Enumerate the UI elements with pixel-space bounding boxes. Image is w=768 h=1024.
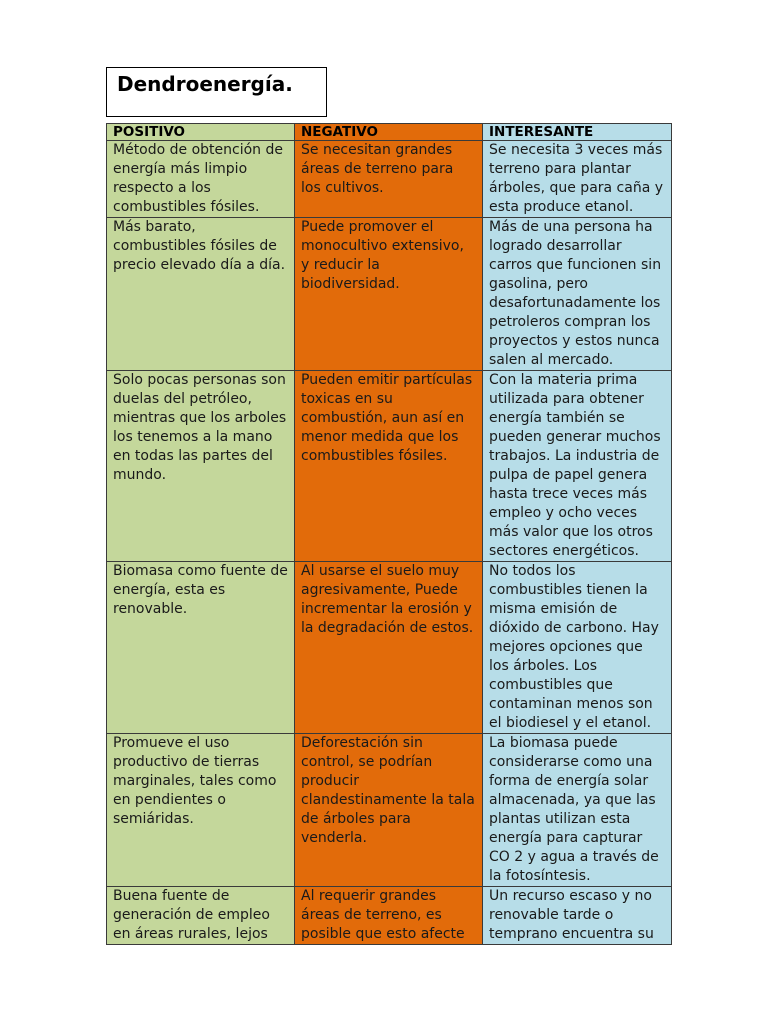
table-row bbox=[107, 887, 672, 945]
comparison-table bbox=[106, 123, 672, 945]
cell-positivo: Método de obtención de energía más limpio respecto a los combustibles fósiles. bbox=[107, 141, 295, 218]
cell-negativo: Puede promover el monocultivo extensivo, y reducir la biodiversidad. bbox=[295, 218, 483, 371]
cell-interesante: Un recurso escaso y no renovable tarde o temprano encuentra su bbox=[483, 887, 672, 945]
cell-interesante: No todos los combustibles tienen la misma emisión de dióxido de carbono. Hay mejores opciones que los árboles. Los combustibles que contaminan menos son el biodiesel y el etanol. bbox=[483, 562, 672, 734]
header-positivo: POSITIVO bbox=[107, 124, 295, 141]
cell-positivo: Promueve el uso productivo de tierras marginales, tales como en pendientes o semiáridas. bbox=[107, 734, 295, 887]
document-title: Dendroenergía. bbox=[106, 67, 327, 117]
cell-interesante: Con la materia prima utilizada para obtener energía también se pueden generar muchos trabajos. La industria de pulpa de papel genera hasta trece veces más empleo y ocho veces más valor que los otros sectores energéticos. bbox=[483, 371, 672, 562]
table-row bbox=[107, 218, 672, 371]
table-row bbox=[107, 141, 672, 218]
table-row bbox=[107, 371, 672, 562]
header-negativo: NEGATIVO bbox=[295, 124, 483, 141]
cell-positivo: Biomasa como fuente de energía, esta es renovable. bbox=[107, 562, 295, 734]
header-interesante: INTERESANTE bbox=[483, 124, 672, 141]
cell-positivo: Solo pocas personas son duelas del petróleo, mientras que los arboles los tenemos a la mano en todas las partes del mundo. bbox=[107, 371, 295, 562]
cell-positivo: Buena fuente de generación de empleo en áreas rurales, lejos bbox=[107, 887, 295, 945]
table-header-row bbox=[107, 124, 672, 141]
cell-interesante: Se necesita 3 veces más terreno para plantar árboles, que para caña y esta produce etanol. bbox=[483, 141, 672, 218]
cell-interesante: La biomasa puede considerarse como una forma de energía solar almacenada, ya que las plantas utilizan esta energía para capturar CO 2 y agua a través de la fotosíntesis. bbox=[483, 734, 672, 887]
cell-negativo: Deforestación sin control, se podrían producir clandestinamente la tala de árboles para venderla. bbox=[295, 734, 483, 887]
table-row bbox=[107, 734, 672, 887]
table-row bbox=[107, 562, 672, 734]
cell-positivo: Más barato, combustibles fósiles de precio elevado día a día. bbox=[107, 218, 295, 371]
cell-negativo: Pueden emitir partículas toxicas en su combustión, aun así en menor medida que los combustibles fósiles. bbox=[295, 371, 483, 562]
cell-interesante: Más de una persona ha logrado desarrollar carros que funcionen sin gasolina, pero desafortunadamente los petroleros compran los proyectos y estos nunca salen al mercado. bbox=[483, 218, 672, 371]
cell-negativo: Al requerir grandes áreas de terreno, es posible que esto afecte bbox=[295, 887, 483, 945]
cell-negativo: Se necesitan grandes áreas de terreno para los cultivos. bbox=[295, 141, 483, 218]
cell-negativo: Al usarse el suelo muy agresivamente, Puede incrementar la erosión y la degradación de estos. bbox=[295, 562, 483, 734]
